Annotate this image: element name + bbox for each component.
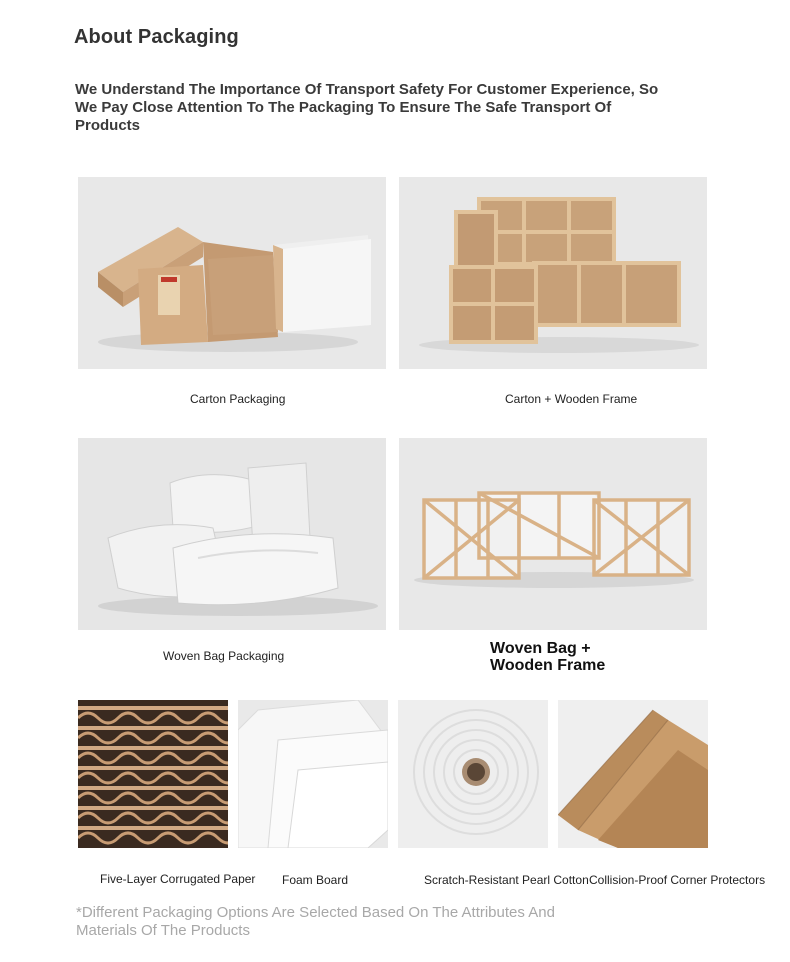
option-caption-woven-bag: Woven Bag Packaging xyxy=(163,649,285,663)
intro-text: We Understand The Importance Of Transport Safety For Customer Experience, So We Pay Close Attention To The Packaging To Ensure The Safe Transport Of Products xyxy=(75,81,659,134)
page-title: About Packaging xyxy=(74,26,239,48)
wooden-crate-photo xyxy=(399,177,707,369)
foam-board-photo xyxy=(238,700,388,848)
material-caption-foam-board: Foam Board xyxy=(282,873,349,887)
material-caption-corrugated-paper: Five-Layer Corrugated Paper xyxy=(100,872,256,886)
carton-boxes-photo xyxy=(78,177,386,369)
material-caption-corner-protectors: Collision-Proof Corner Protectors xyxy=(589,873,766,887)
woven-bag-crate-photo xyxy=(399,438,707,630)
material-caption-pearl-cotton: Scratch-Resistant Pearl Cotton xyxy=(424,873,589,887)
option-caption-carton: Carton Packaging xyxy=(190,392,286,406)
footnote: *Different Packaging Options Are Selected Based On The Attributes And Materials Of The Products xyxy=(76,904,555,939)
corrugated-paper-photo xyxy=(78,700,228,848)
pearl-cotton-roll-photo xyxy=(398,700,548,848)
option-caption-woven-bag-wooden-frame: Woven Bag + Wooden Frame xyxy=(490,640,606,674)
woven-bag-photo xyxy=(78,438,386,630)
corner-protector-photo xyxy=(558,700,708,848)
option-caption-carton-wooden-frame: Carton + Wooden Frame xyxy=(505,392,638,406)
